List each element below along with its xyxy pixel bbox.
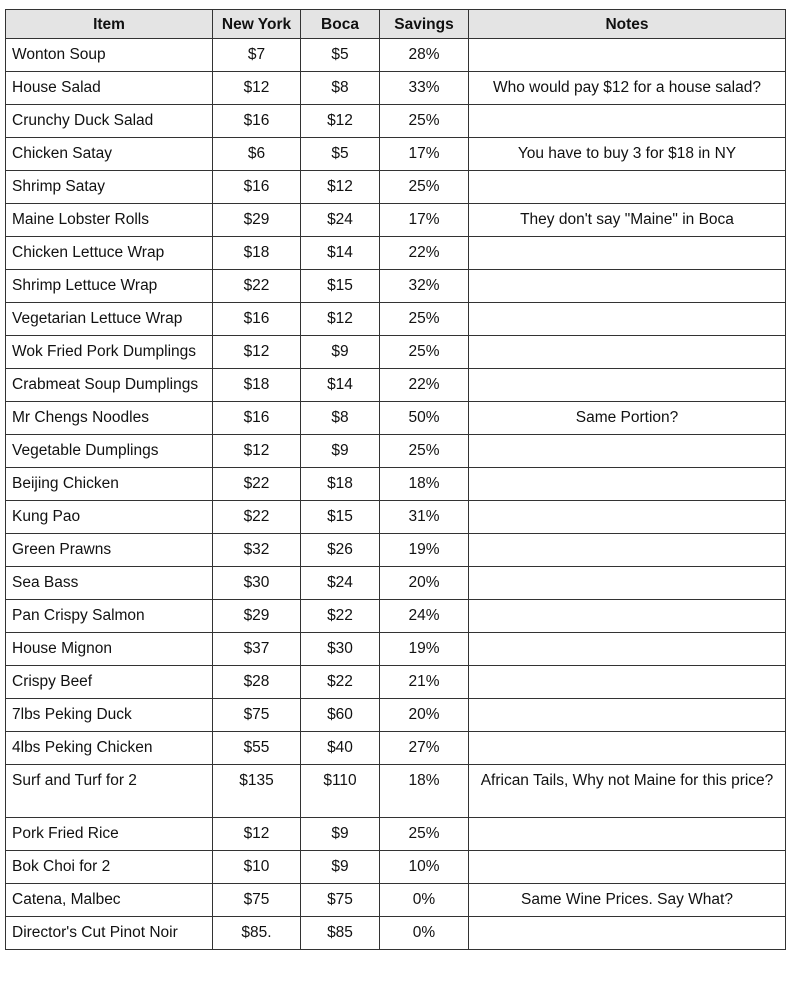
table-row (6, 633, 786, 666)
table-row (6, 105, 786, 138)
cell-notes (469, 237, 786, 270)
cell-savings: 19% (380, 633, 469, 666)
cell-notes (469, 851, 786, 884)
cell-savings: 25% (380, 105, 469, 138)
cell-item: Catena, Malbec (6, 884, 213, 917)
table-row (6, 369, 786, 402)
cell-new-york-price: $6 (213, 138, 301, 171)
cell-new-york-price: $55 (213, 732, 301, 765)
cell-item: Chicken Lettuce Wrap (6, 237, 213, 270)
cell-new-york-price: $85. (213, 917, 301, 950)
table-row (6, 336, 786, 369)
cell-boca-price: $30 (301, 633, 380, 666)
cell-item: Wok Fried Pork Dumplings (6, 336, 213, 369)
header-item: Item (6, 10, 213, 39)
cell-boca-price: $9 (301, 336, 380, 369)
table-row (6, 600, 786, 633)
cell-notes (469, 369, 786, 402)
cell-savings: 33% (380, 72, 469, 105)
cell-boca-price: $24 (301, 204, 380, 237)
cell-item: 7lbs Peking Duck (6, 699, 213, 732)
cell-savings: 10% (380, 851, 469, 884)
cell-notes (469, 171, 786, 204)
cell-savings: 17% (380, 204, 469, 237)
cell-boca-price: $22 (301, 666, 380, 699)
cell-item: Vegetarian Lettuce Wrap (6, 303, 213, 336)
cell-item: Crabmeat Soup Dumplings (6, 369, 213, 402)
cell-boca-price: $26 (301, 534, 380, 567)
table-row (6, 435, 786, 468)
cell-notes (469, 699, 786, 732)
table-row (6, 204, 786, 237)
cell-savings: 50% (380, 402, 469, 435)
cell-new-york-price: $12 (213, 435, 301, 468)
table-row (6, 666, 786, 699)
cell-boca-price: $12 (301, 171, 380, 204)
cell-new-york-price: $22 (213, 501, 301, 534)
cell-item: Mr Chengs Noodles (6, 402, 213, 435)
cell-new-york-price: $75 (213, 699, 301, 732)
header-savings: Savings (380, 10, 469, 39)
table-row (6, 534, 786, 567)
table-row (6, 468, 786, 501)
cell-notes (469, 818, 786, 851)
cell-boca-price: $15 (301, 270, 380, 303)
cell-item: Shrimp Satay (6, 171, 213, 204)
cell-item: Sea Bass (6, 567, 213, 600)
cell-notes (469, 666, 786, 699)
table-header (6, 10, 786, 39)
table-row (6, 39, 786, 72)
cell-savings: 0% (380, 884, 469, 917)
table-row (6, 171, 786, 204)
cell-savings: 22% (380, 369, 469, 402)
cell-new-york-price: $135 (213, 765, 301, 818)
cell-notes: Who would pay $12 for a house salad? (469, 72, 786, 105)
cell-item: Crunchy Duck Salad (6, 105, 213, 138)
table-row (6, 303, 786, 336)
cell-item: Beijing Chicken (6, 468, 213, 501)
cell-boca-price: $18 (301, 468, 380, 501)
cell-savings: 19% (380, 534, 469, 567)
cell-boca-price: $12 (301, 105, 380, 138)
cell-notes (469, 468, 786, 501)
table-body (6, 39, 786, 950)
cell-item: House Salad (6, 72, 213, 105)
cell-savings: 18% (380, 468, 469, 501)
cell-notes (469, 270, 786, 303)
cell-new-york-price: $18 (213, 237, 301, 270)
cell-notes (469, 567, 786, 600)
cell-savings: 17% (380, 138, 469, 171)
cell-notes: You have to buy 3 for $18 in NY (469, 138, 786, 171)
cell-item: Crispy Beef (6, 666, 213, 699)
cell-notes (469, 336, 786, 369)
cell-boca-price: $5 (301, 138, 380, 171)
cell-notes (469, 732, 786, 765)
cell-savings: 0% (380, 917, 469, 950)
cell-boca-price: $12 (301, 303, 380, 336)
cell-item: Wonton Soup (6, 39, 213, 72)
cell-savings: 28% (380, 39, 469, 72)
cell-boca-price: $9 (301, 435, 380, 468)
cell-boca-price: $14 (301, 369, 380, 402)
cell-savings: 32% (380, 270, 469, 303)
cell-notes (469, 303, 786, 336)
cell-new-york-price: $22 (213, 270, 301, 303)
cell-savings: 20% (380, 567, 469, 600)
table-row (6, 237, 786, 270)
table-row (6, 851, 786, 884)
cell-new-york-price: $12 (213, 336, 301, 369)
cell-notes (469, 501, 786, 534)
cell-new-york-price: $30 (213, 567, 301, 600)
cell-new-york-price: $22 (213, 468, 301, 501)
cell-new-york-price: $16 (213, 402, 301, 435)
cell-boca-price: $40 (301, 732, 380, 765)
table-row (6, 72, 786, 105)
cell-savings: 25% (380, 336, 469, 369)
cell-boca-price: $85 (301, 917, 380, 950)
cell-item: Surf and Turf for 2 (6, 765, 213, 818)
table-row (6, 270, 786, 303)
cell-savings: 25% (380, 435, 469, 468)
cell-item: Director's Cut Pinot Noir (6, 917, 213, 950)
cell-new-york-price: $7 (213, 39, 301, 72)
cell-savings: 20% (380, 699, 469, 732)
cell-savings: 22% (380, 237, 469, 270)
cell-boca-price: $9 (301, 851, 380, 884)
cell-savings: 27% (380, 732, 469, 765)
table-row (6, 138, 786, 171)
cell-item: Shrimp Lettuce Wrap (6, 270, 213, 303)
cell-notes (469, 435, 786, 468)
cell-savings: 18% (380, 765, 469, 818)
cell-notes: African Tails, Why not Maine for this price? (469, 765, 786, 818)
cell-boca-price: $8 (301, 402, 380, 435)
table-row (6, 818, 786, 851)
header-new-york: New York (213, 10, 301, 39)
header-boca: Boca (301, 10, 380, 39)
cell-savings: 31% (380, 501, 469, 534)
cell-boca-price: $24 (301, 567, 380, 600)
cell-notes (469, 534, 786, 567)
cell-item: Pork Fried Rice (6, 818, 213, 851)
cell-notes (469, 39, 786, 72)
cell-item: 4lbs Peking Chicken (6, 732, 213, 765)
cell-savings: 25% (380, 303, 469, 336)
cell-boca-price: $8 (301, 72, 380, 105)
cell-new-york-price: $75 (213, 884, 301, 917)
cell-notes (469, 633, 786, 666)
table-row (6, 732, 786, 765)
cell-notes: Same Wine Prices. Say What? (469, 884, 786, 917)
cell-notes: Same Portion? (469, 402, 786, 435)
header-row (6, 10, 786, 39)
cell-savings: 25% (380, 171, 469, 204)
cell-item: Vegetable Dumplings (6, 435, 213, 468)
cell-item: Chicken Satay (6, 138, 213, 171)
header-notes: Notes (469, 10, 786, 39)
table-row (6, 884, 786, 917)
cell-item: Pan Crispy Salmon (6, 600, 213, 633)
cell-new-york-price: $32 (213, 534, 301, 567)
cell-boca-price: $60 (301, 699, 380, 732)
cell-item: Maine Lobster Rolls (6, 204, 213, 237)
cell-boca-price: $15 (301, 501, 380, 534)
cell-item: Green Prawns (6, 534, 213, 567)
cell-savings: 21% (380, 666, 469, 699)
cell-new-york-price: $18 (213, 369, 301, 402)
cell-item: Kung Pao (6, 501, 213, 534)
cell-boca-price: $110 (301, 765, 380, 818)
cell-boca-price: $75 (301, 884, 380, 917)
cell-boca-price: $9 (301, 818, 380, 851)
table-row (6, 917, 786, 950)
cell-boca-price: $14 (301, 237, 380, 270)
table-row (6, 402, 786, 435)
cell-notes (469, 600, 786, 633)
cell-boca-price: $22 (301, 600, 380, 633)
cell-new-york-price: $10 (213, 851, 301, 884)
cell-notes (469, 105, 786, 138)
price-comparison-table (5, 9, 786, 950)
cell-new-york-price: $29 (213, 600, 301, 633)
cell-new-york-price: $12 (213, 818, 301, 851)
cell-savings: 25% (380, 818, 469, 851)
table-row (6, 765, 786, 818)
cell-notes (469, 917, 786, 950)
cell-new-york-price: $16 (213, 105, 301, 138)
cell-new-york-price: $12 (213, 72, 301, 105)
table-row (6, 567, 786, 600)
cell-savings: 24% (380, 600, 469, 633)
cell-new-york-price: $29 (213, 204, 301, 237)
cell-item: House Mignon (6, 633, 213, 666)
cell-new-york-price: $16 (213, 171, 301, 204)
cell-boca-price: $5 (301, 39, 380, 72)
cell-new-york-price: $16 (213, 303, 301, 336)
cell-new-york-price: $37 (213, 633, 301, 666)
cell-notes: They don't say "Maine" in Boca (469, 204, 786, 237)
cell-new-york-price: $28 (213, 666, 301, 699)
table-row (6, 501, 786, 534)
table-row (6, 699, 786, 732)
cell-item: Bok Choi for 2 (6, 851, 213, 884)
